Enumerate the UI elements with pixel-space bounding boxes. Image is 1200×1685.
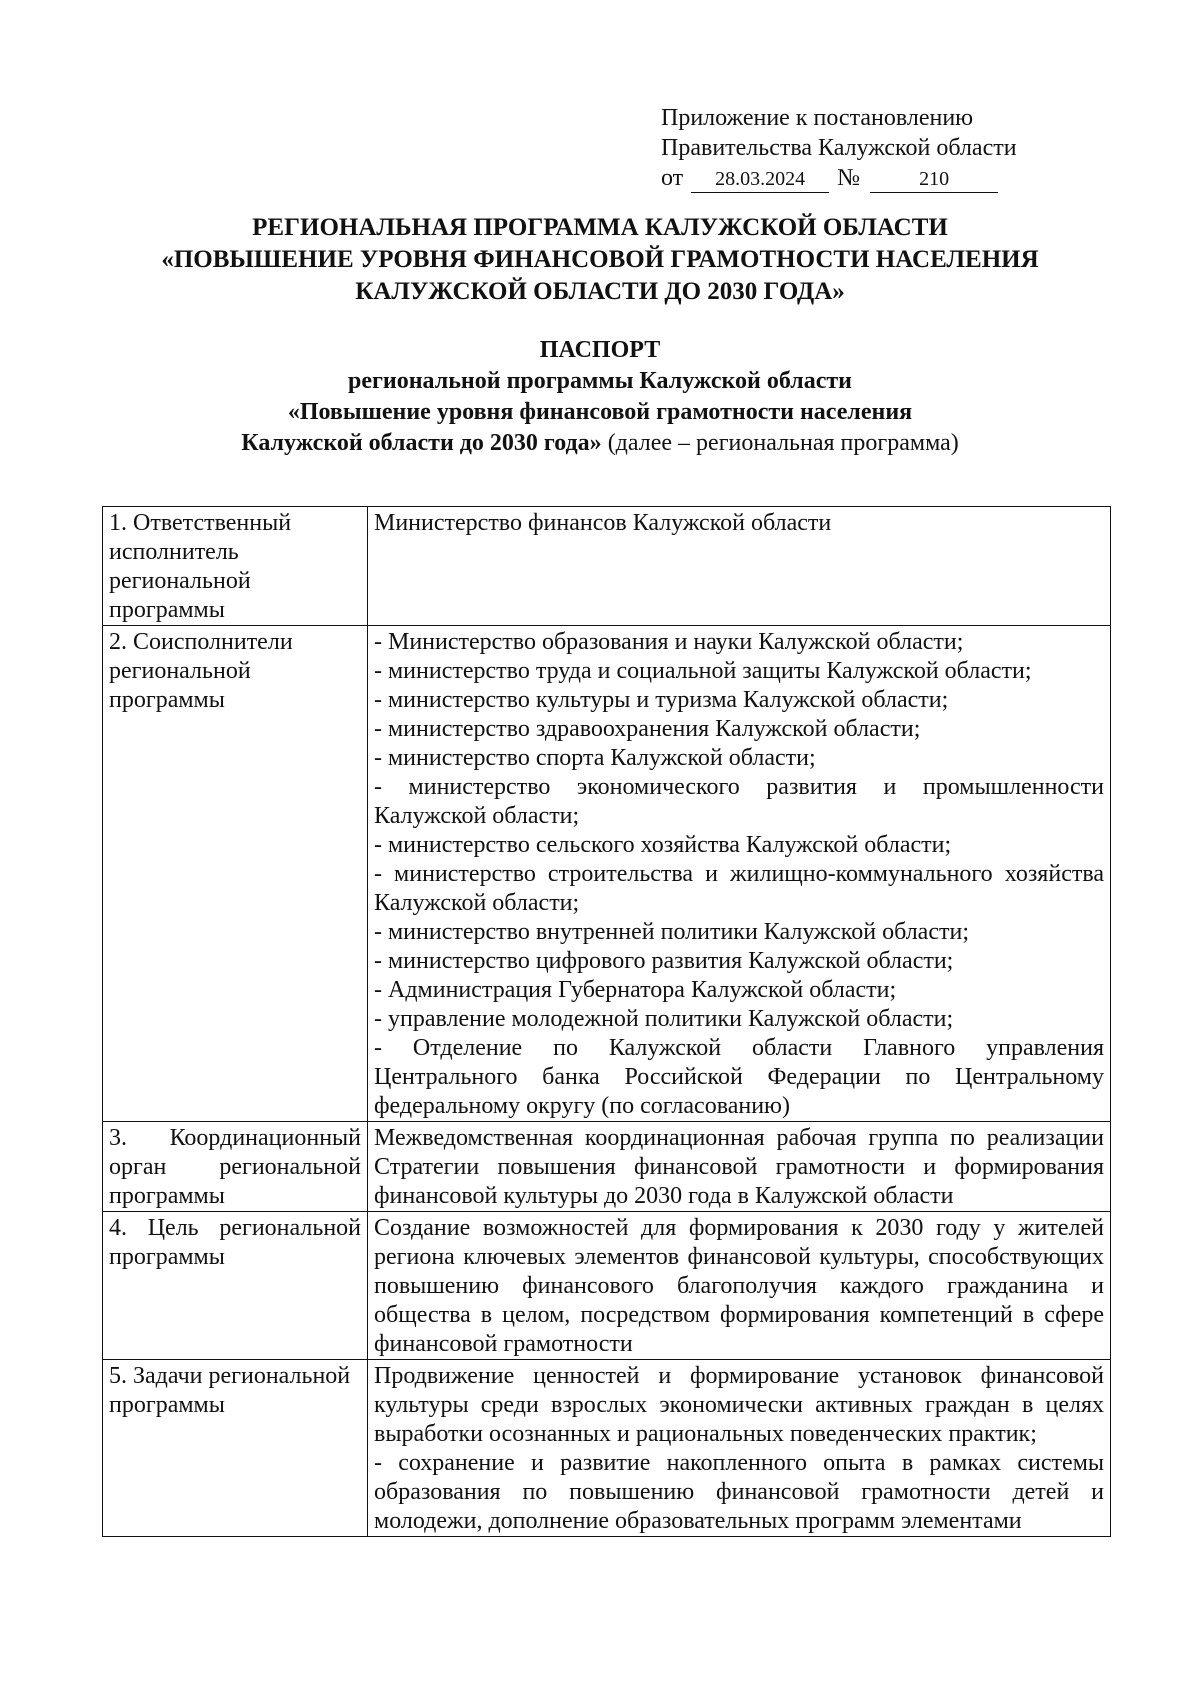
row-content: [368, 507, 1111, 626]
row-label: 2. Соисполнители региональной программы: [103, 626, 368, 1122]
passport-line-1: региональной программы Калужской области: [348, 368, 852, 394]
passport-line-2: «Повышение уровня финансовой грамотности населения: [287, 399, 913, 425]
appendix-line-2: Правительства Калужской области: [661, 135, 1017, 161]
table-row: [103, 1122, 1111, 1212]
row-label: 1. Ответственный исполнитель региональной программы: [103, 507, 368, 626]
list-item: - Отделение по Калужской области Главного управления Центрального банка Российской Федерации по Центральному федеральному округу (по согласованию): [374, 1035, 1104, 1119]
number-label: №: [837, 165, 861, 191]
passport-heading-block: [100, 335, 1100, 459]
appendix-line-1: Приложение к постановлению: [661, 105, 974, 131]
list-item: - управление молодежной политики Калужской области;: [374, 1006, 954, 1032]
row-content: [368, 1212, 1111, 1360]
row-label: 3. Координационный орган региональной программы: [103, 1122, 368, 1212]
table-row: [103, 1360, 1111, 1537]
decree-number: 210: [870, 166, 998, 193]
list-item: - министерство спорта Калужской области;: [374, 745, 816, 771]
title-line-1: РЕГИОНАЛЬНАЯ ПРОГРАММА КАЛУЖСКОЙ ОБЛАСТИ: [252, 214, 948, 241]
appendix-date-line: [661, 163, 1017, 193]
list-item: - сохранение и развитие накопленного опыта в рамках системы образования по повышению финансовой грамотности детей и молодежи, дополнение образовательных программ элементами: [374, 1450, 1104, 1534]
title-line-3: КАЛУЖСКОЙ ОБЛАСТИ ДО 2030 ГОДА»: [355, 278, 845, 305]
list-item: - министерство внутренней политики Калужской области;: [374, 919, 969, 945]
row-content: [368, 1360, 1111, 1537]
list-item: Межведомственная координационная рабочая группа по реализации Стратегии повышения финансовой грамотности и формирования финансовой культуры до 2030 года в Калужской области: [374, 1125, 1104, 1209]
list-item: - Министерство образования и науки Калужской области;: [374, 629, 964, 655]
list-item: Министерство финансов Калужской области: [374, 510, 832, 536]
passport-line-3-normal: (далее – региональная программа): [601, 430, 959, 456]
row-label: 4. Цель региональной программы: [103, 1212, 368, 1360]
table-row: [103, 507, 1111, 626]
appendix-block: [661, 103, 1017, 193]
list-item: - министерство здравоохранения Калужской области;: [374, 716, 921, 742]
list-item: - министерство цифрового развития Калужской области;: [374, 948, 954, 974]
from-label: от: [661, 165, 684, 191]
document-title: [100, 212, 1100, 308]
list-item: Продвижение ценностей и формирование установок финансовой культуры среди взрослых экономически активных граждан в целях выработки осознанных и рациональных поведенческих практик;: [374, 1363, 1104, 1447]
decree-date: 28.03.2024: [691, 166, 829, 193]
list-item: - министерство экономического развития и промышленности Калужской области;: [374, 774, 1104, 829]
row-content: [368, 626, 1111, 1122]
list-item: - министерство сельского хозяйства Калужской области;: [374, 832, 952, 858]
table-row: [103, 1212, 1111, 1360]
passport-line-3-bold: Калужской области до 2030 года»: [241, 430, 602, 456]
list-item: - министерство строительства и жилищно-коммунального хозяйства Калужской области;: [374, 861, 1104, 916]
list-item: Создание возможностей для формирования к 2030 году у жителей региона ключевых элементов финансовой культуры, способствующих повышению финансового благополучия каждого гражданина и общества в целом, посредством формирования компетенций в сфере финансовой грамотности: [374, 1215, 1104, 1357]
list-item: - министерство культуры и туризма Калужской области;: [374, 687, 949, 713]
row-label: 5. Задачи региональной программы: [103, 1360, 368, 1537]
list-item: - Администрация Губернатора Калужской области;: [374, 977, 897, 1003]
row-content: [368, 1122, 1111, 1212]
passport-heading: ПАСПОРТ: [539, 337, 661, 363]
passport-line-3: [100, 428, 1100, 459]
passport-table: [102, 506, 1111, 1537]
title-line-2: «ПОВЫШЕНИЕ УРОВНЯ ФИНАНСОВОЙ ГРАМОТНОСТИ НАСЕЛЕНИЯ: [161, 246, 1039, 273]
table-row: [103, 626, 1111, 1122]
list-item: - министерство труда и социальной защиты Калужской области;: [374, 658, 1032, 684]
